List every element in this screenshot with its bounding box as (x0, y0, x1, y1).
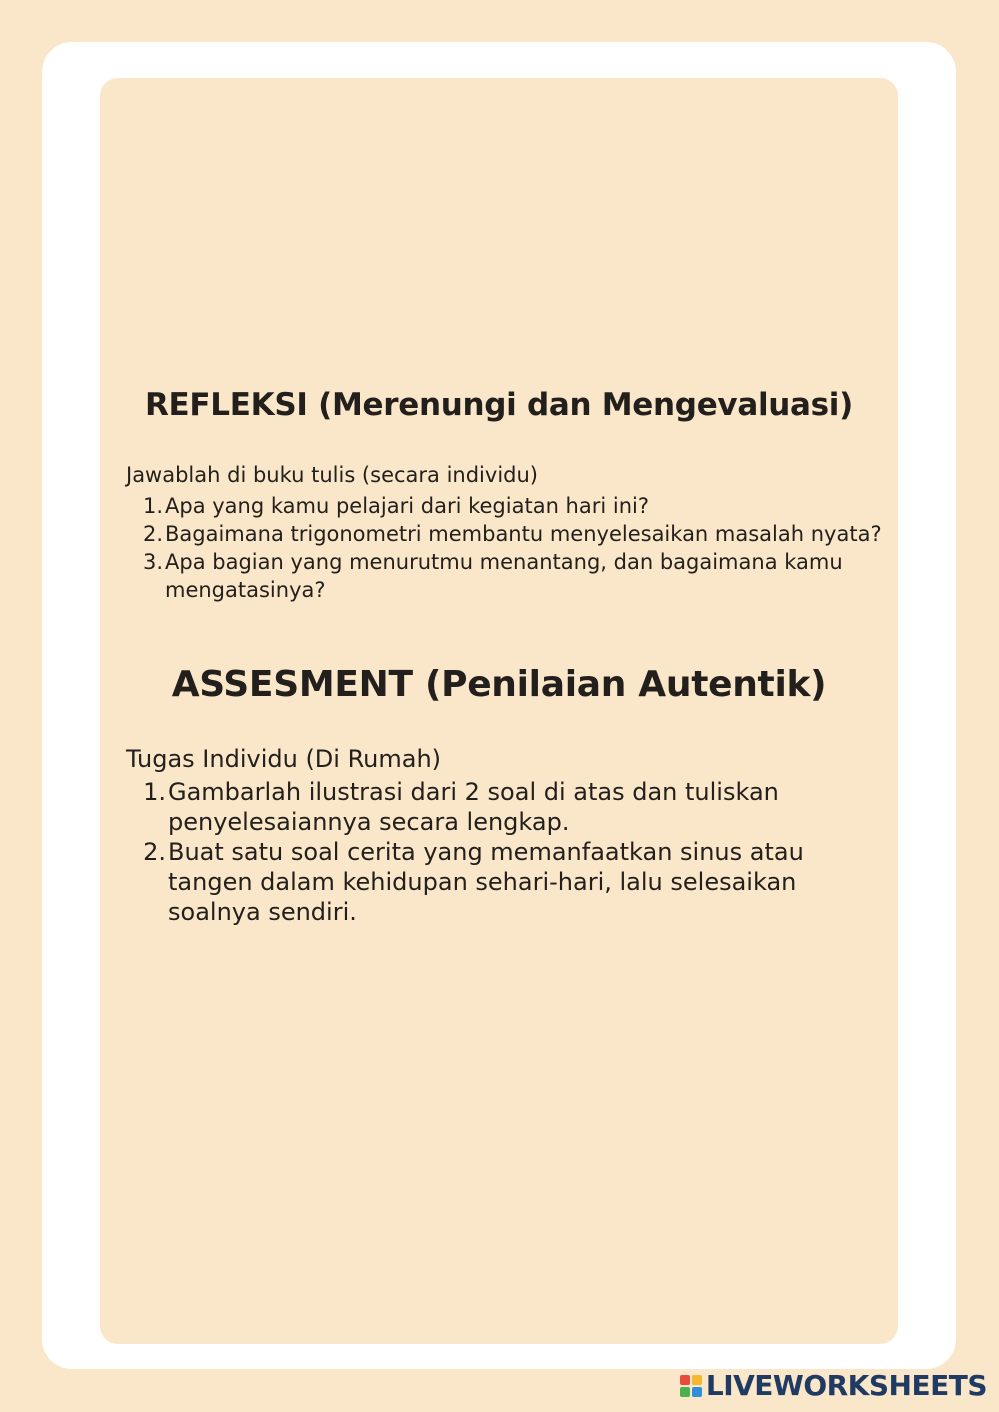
refleksi-question (142, 492, 890, 520)
refleksi-question (142, 520, 890, 548)
logo-tile (680, 1375, 690, 1385)
question-text: Apa yang kamu pelajari dari kegiatan hari ini? (165, 494, 649, 518)
content-card (100, 78, 898, 1344)
assesment-title: ASSESMENT (Penilaian Autentik) (171, 664, 827, 705)
logo-tile (692, 1375, 702, 1385)
task-number: 2. (143, 838, 166, 866)
liveworksheets-branding[interactable] (680, 1369, 987, 1402)
refleksi-title: REFLEKSI (Merenungi dan Mengevaluasi) (144, 387, 854, 423)
question-number: 1. (142, 494, 163, 518)
refleksi-question-list (142, 492, 890, 604)
assesment-task (143, 837, 858, 927)
task-text: Gambarlah ilustrasi dari 2 soal di atas dan tuliskan penyelesaiannya secara lengkap. (168, 778, 779, 836)
task-number: 1. (143, 778, 166, 806)
refleksi-instruction: Jawablah di buku tulis (secara individu) (126, 463, 538, 487)
question-number: 2. (142, 522, 163, 546)
assesment-instruction: Tugas Individu (Di Rumah) (126, 745, 442, 773)
refleksi-question (142, 548, 890, 604)
question-text: Bagaimana trigonometri membantu menyelesaikan masalah nyata? (165, 522, 882, 546)
question-text: Apa bagian yang menurutmu menantang, dan bagaimana kamu mengatasinya? (165, 550, 843, 602)
task-text: Buat satu soal cerita yang memanfaatkan sinus atau tangen dalam kehidupan sehari-hari, lalu selesaikan soalnya sendiri. (168, 838, 804, 926)
liveworksheets-wordmark: LIVEWORKSHEETS (705, 1369, 987, 1402)
assesment-task-list (143, 777, 858, 927)
assesment-task (143, 777, 858, 837)
logo-tile (692, 1387, 702, 1397)
liveworksheets-logo-icon (680, 1375, 702, 1397)
logo-tile (680, 1387, 690, 1397)
question-number: 3. (142, 550, 163, 574)
